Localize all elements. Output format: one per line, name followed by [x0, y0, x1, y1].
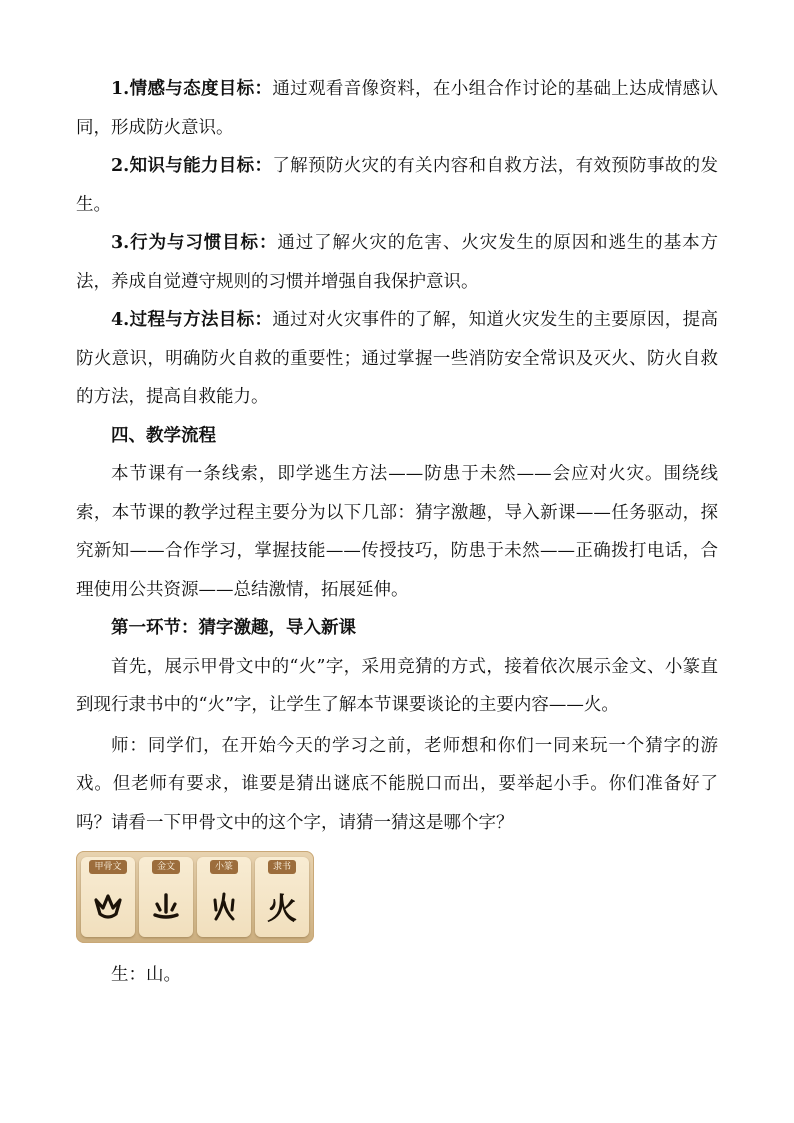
- script-card-tab: 甲骨文: [89, 860, 126, 874]
- objective-text: 通过了解火灾的危害、火灾发生的原因和逃生的基本方法，养成自觉遵守规则的习惯并增强自我保护意识。: [76, 233, 718, 292]
- objective-4: [76, 301, 718, 417]
- objective-label: 1.情感与态度目标：: [111, 79, 273, 99]
- student-line: 生：山。: [111, 965, 181, 985]
- teacher-line: 师：同学们，在开始今天的学习之前，老师想和你们一同来玩一个猜字的游戏。但老师有要求，谁要是猜出谜底不能脱口而出，要举起小手。你们准备好了吗？请看一下甲骨文中的这个字，请猜一猜这是哪个字？: [76, 735, 718, 833]
- seal-fire-glyph: [197, 874, 251, 937]
- script-card-tab: 隶书: [268, 860, 296, 874]
- objective-3: [76, 224, 718, 301]
- clerical-fire-glyph: [255, 874, 309, 937]
- flow-paragraph: 本节课有一条线索，即学逃生方法——防患于未然——会应对火灾。围绕线索，本节课的教学过程主要分为以下几部：猜字激趣，导入新课——任务驱动，探究新知——合作学习，掌握技能——传授技巧，防患于未然——正确拨打电话，合理使用公共资源——总结激情，拓展延伸。: [76, 464, 718, 600]
- script-card-bronze: [139, 857, 193, 937]
- objective-label: 3.行为与习惯目标：: [111, 233, 278, 253]
- objective-label: 4.过程与方法目标：: [111, 310, 273, 330]
- objective-2: [76, 147, 718, 224]
- objective-text: 通过对火灾事件的了解，知道火灾发生的主要原因，提高防火意识，明确防火自救的重要性；通过掌握一些消防安全常识及灭火、防火自救的方法，提高自救能力。: [76, 310, 718, 407]
- section-heading: 四、教学流程: [111, 425, 216, 446]
- step1-paragraph: 首先，展示甲骨文中的“火”字，采用竞猜的方式，接着依次展示金文、小篆直到现行隶书中的“火”字，让学生了解本节课要谈论的主要内容——火。: [76, 656, 718, 715]
- bronze-fire-glyph: [139, 874, 193, 937]
- objective-text: 通过观看音像资料，在小组合作讨论的基础上达成情感认同，形成防火意识。: [76, 79, 718, 138]
- clerical-fire-character: 火: [267, 891, 297, 927]
- objective-label: 2.知识与能力目标：: [111, 156, 273, 176]
- script-card-tab: 金文: [152, 860, 180, 874]
- fire-script-evolution-image: [76, 851, 314, 943]
- step1-heading: 第一环节：猜字激趣，导入新课: [111, 618, 356, 638]
- objective-1: [76, 70, 718, 147]
- document-page: [76, 70, 718, 995]
- script-card-tab: 小篆: [210, 860, 238, 874]
- script-card-oracle: [81, 857, 135, 937]
- objective-text: 了解预防火灾的有关内容和自救方法，有效预防事故的发生。: [76, 156, 718, 215]
- script-card-clerical: [255, 857, 309, 937]
- script-card-seal: [197, 857, 251, 937]
- oracle-fire-glyph: [81, 874, 135, 937]
